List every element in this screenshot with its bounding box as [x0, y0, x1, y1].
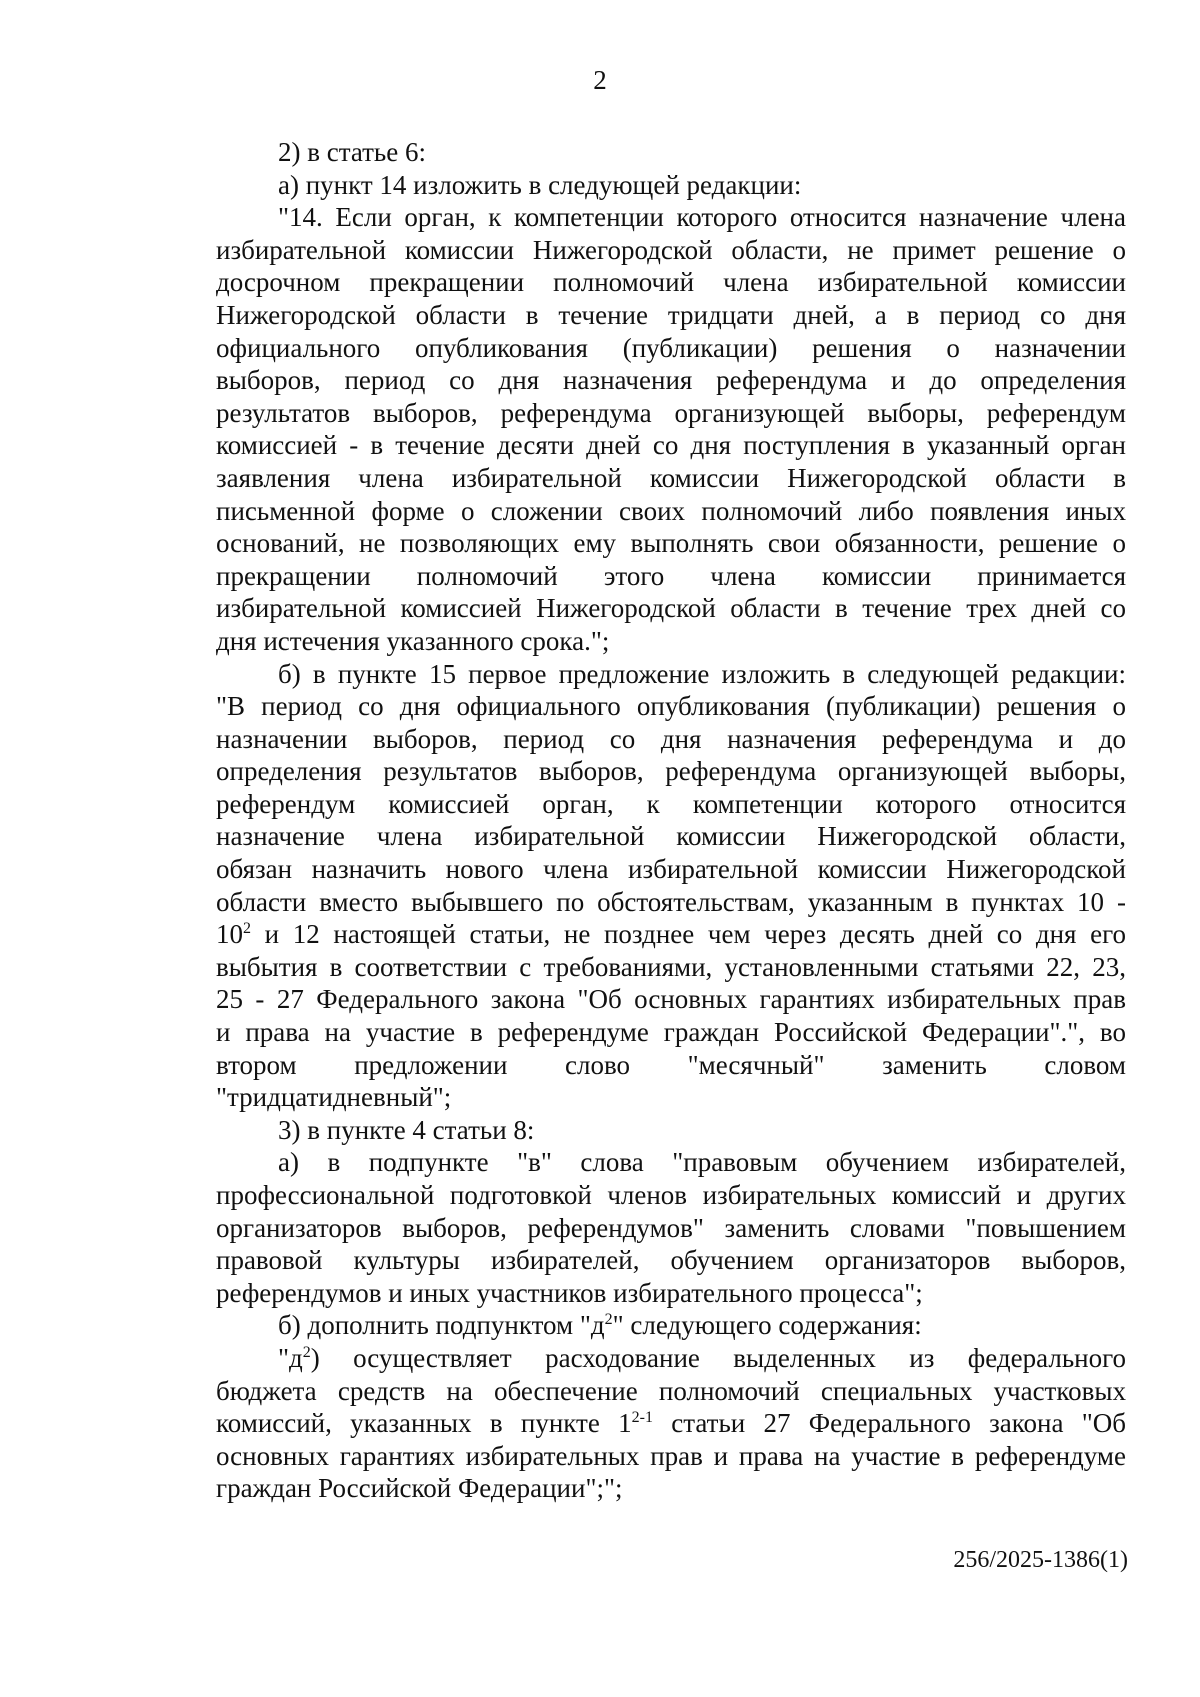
text-line: официального опубликования (публикации) решения о назначении: [216, 332, 1126, 363]
text-line: правовой культуры избирателей, обучением организаторов выборов,: [216, 1245, 1126, 1276]
text-line: досрочном прекращении полномочий члена избирательной комиссии: [216, 267, 1126, 298]
text-line: [216, 1407, 1126, 1440]
text-line: Нижегородской области в течение тридцати дней, а в период со дня: [216, 299, 1126, 330]
paragraph-subpoint-d2-intro: [216, 1309, 1126, 1342]
text-line: основных гарантиях избирательных прав и права на участие в референдуме: [216, 1440, 1126, 1471]
text-line: определения результатов выборов, референдума организующей выборы,: [216, 756, 1126, 787]
text-line: [216, 918, 1126, 951]
text-line: бюджета средств на обеспечение полномочий специальных участковых: [216, 1375, 1126, 1406]
text-line: 25 - 27 Федерального закона "Об основных гарантиях избирательных прав: [216, 984, 1126, 1015]
text-line: избирательной комиссией Нижегородской области в течение трех дней со: [216, 593, 1126, 624]
paragraph-article-6: 2) в статье 6:: [278, 137, 426, 167]
document-id: 256/2025-1386(1): [953, 1547, 1128, 1573]
superscript: 2: [302, 1343, 311, 1361]
text-line: прекращении полномочий этого члена комиссии принимается: [216, 560, 1126, 591]
page-number: 2: [593, 65, 607, 95]
text-line: профессиональной подготовкой членов избирательных комиссий и других: [216, 1180, 1126, 1210]
text-fragment: 10: [216, 919, 243, 950]
text-fragment: б) дополнить подпунктом "д: [278, 1310, 605, 1341]
text-fragment: комиссий, указанных в пункте 1: [216, 1408, 632, 1439]
text-line: референдумов и иных участников избирательного процесса";: [216, 1277, 923, 1308]
text-fragment: "д: [278, 1342, 303, 1373]
text-line: письменной форме о сложении своих полномочий либо появления иных: [216, 495, 1126, 526]
document-body: [216, 136, 1126, 1505]
text-fragment: ) осуществляет расходование выделенных из федерального: [310, 1342, 1126, 1373]
text-line: граждан Российской Федерации";";: [216, 1473, 623, 1504]
paragraph-article-8: 3) в пункте 4 статьи 8:: [278, 1114, 535, 1145]
text-line: дня истечения указанного срока.";: [216, 625, 610, 656]
text-fragment: и 12 настоящей статьи, не позднее чем через десять дней со дня его: [251, 919, 1126, 950]
text-line: назначение члена избирательной комиссии Нижегородской области,: [216, 821, 1126, 852]
text-line: выбытия в соответствии с требованиями, установленными статьями 22, 23,: [216, 951, 1126, 982]
superscript: 2-1: [631, 1409, 653, 1427]
text-line: комиссией - в течение десяти дней со дня поступления в указанный орган: [216, 430, 1126, 461]
text-line: а) в подпункте "в" слова "правовым обучением избирателей,: [278, 1147, 1126, 1178]
text-fragment: " следующего содержания:: [612, 1310, 922, 1341]
paragraph-subpoint-d2-text: [216, 1342, 1126, 1505]
text-line: втором предложении слово "месячный" заменить словом: [216, 1049, 1126, 1080]
text-line: назначении выборов, период со дня назначения референдума и до: [216, 723, 1126, 754]
paragraph-subpoint-v: [216, 1146, 1126, 1309]
text-line: б) в пункте 15 первое предложение изложить в следующей редакции:: [278, 658, 1126, 689]
paragraph-point-14-intro: а) пункт 14 изложить в следующей редакции:: [278, 169, 802, 200]
text-line: "тридцатидневный";: [216, 1082, 452, 1113]
text-line: организаторов выборов, референдумов" заменить словами "повышением: [216, 1212, 1126, 1243]
text-line: области вместо выбывшего по обстоятельствам, указанным в пунктах 10 -: [216, 886, 1126, 917]
text-line: результатов выборов, референдума организующей выборы, референдум: [216, 397, 1126, 428]
text-line: оснований, не позволяющих ему выполнять свои обязанности, решение о: [216, 528, 1126, 559]
text-line: заявления члена избирательной комиссии Нижегородской области в: [216, 462, 1126, 493]
text-line: референдум комиссией орган, к компетенции которого относится: [216, 788, 1126, 819]
text-line: [216, 1342, 1126, 1375]
text-line: выборов, период со дня назначения референдума и до определения: [216, 365, 1126, 396]
text-fragment: статьи 27 Федерального закона "Об: [652, 1408, 1126, 1439]
paragraph-point-14-text: [216, 201, 1126, 657]
superscript: 2: [243, 920, 251, 938]
superscript: 2: [604, 1311, 613, 1329]
text-line: обязан назначить нового члена избирательной комиссии Нижегородской: [216, 854, 1126, 885]
text-line: "14. Если орган, к компетенции которого относится назначение члена: [278, 202, 1126, 233]
text-line: избирательной комиссии Нижегородской области, не примет решение о: [216, 234, 1126, 265]
paragraph-point-15: [216, 658, 1126, 1114]
text-line: "В период со дня официального опубликования (публикации) решения о: [216, 691, 1126, 722]
text-line: и права на участие в референдуме граждан Российской Федерации".", во: [216, 1017, 1126, 1048]
